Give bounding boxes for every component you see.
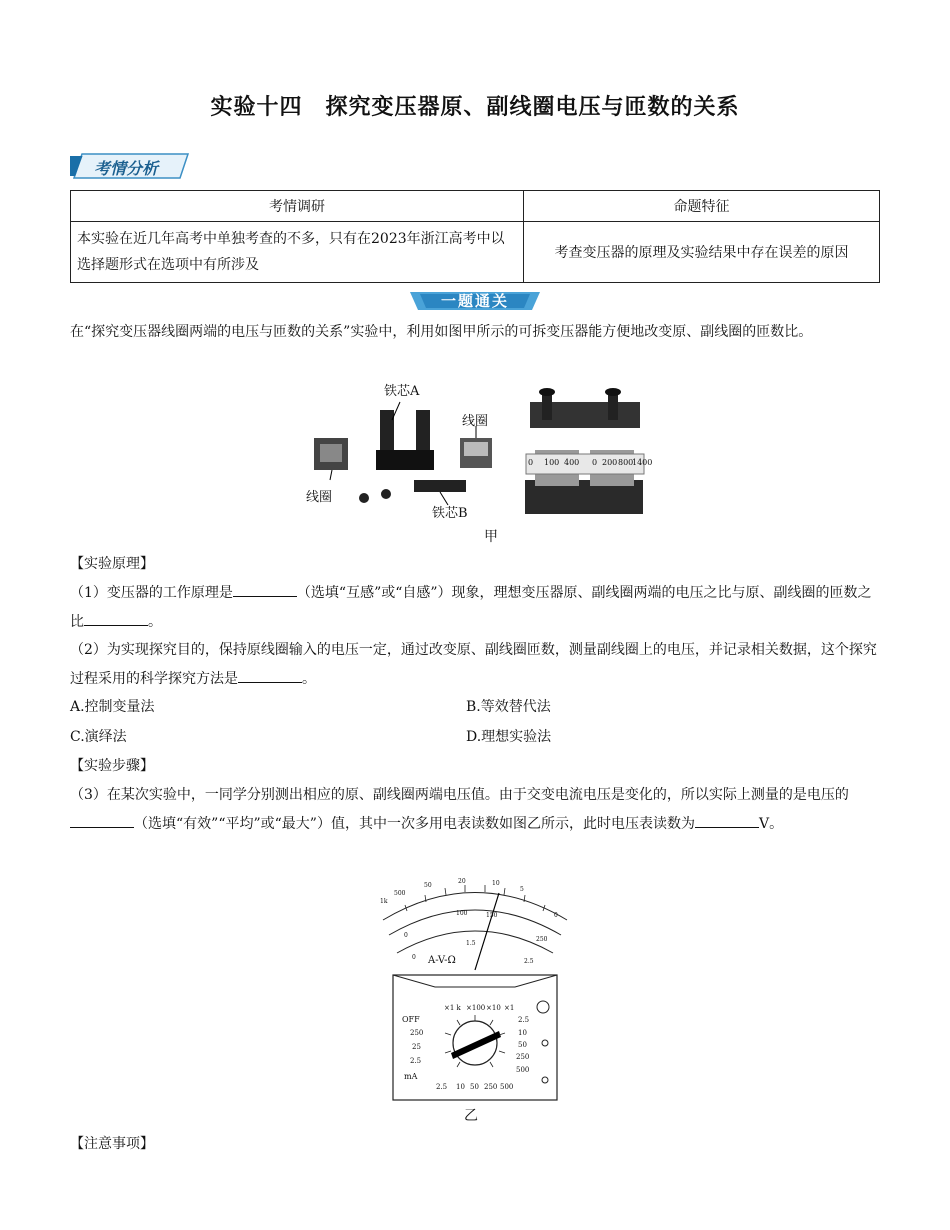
dial-acv-250: 250 (484, 1083, 498, 1091)
figure-multimeter (375, 875, 575, 1105)
dial-ma-label: mA (404, 1072, 418, 1081)
dc-tick-250: 250 (536, 936, 548, 943)
ohm-tick-5: 5 (520, 886, 524, 893)
meter-label: A-V-Ω (428, 955, 456, 966)
ohm-range-x100: ×100 (466, 1004, 486, 1012)
dial-ma-25: 25 (412, 1043, 421, 1051)
exam-analysis-table (70, 190, 880, 283)
page-title: 实验十四 探究变压器原、副线圈电压与匝数的关系 (210, 95, 740, 120)
answer-blank[interactable] (695, 813, 759, 828)
scale-left-0: 0 (528, 458, 534, 467)
scale-right-3: 1400 (632, 458, 653, 467)
dial-v-2.5: 2.5 (518, 1016, 530, 1024)
low-tick-2.5: 2.5 (524, 958, 534, 965)
dc-tick-0: 0 (404, 932, 408, 939)
section-banner-analysis: 考情分析 (94, 159, 159, 178)
scale-right-0: 0 (592, 458, 598, 467)
table-cell: 本实验在近几年高考中单独考查的不多，只有在2023年浙江高考中以选择题形式在选项中有所涉及 (71, 222, 524, 283)
ohm-range-x1: ×1 (504, 1004, 515, 1012)
option-c: C.演绎法 (70, 729, 127, 745)
option-d: D.理想实验法 (466, 729, 552, 745)
label-coil-left: 线圈 (306, 490, 333, 505)
dial-ma-250: 250 (410, 1029, 424, 1037)
scale-right-2: 800 (618, 458, 634, 467)
section-notes: 【注意事项】 (70, 1136, 154, 1152)
low-tick-1.5: 1.5 (466, 940, 476, 947)
label-core-b: 铁芯B (432, 506, 468, 521)
option-a: A.控制变量法 (70, 699, 155, 715)
ohm-tick-20: 20 (458, 878, 466, 885)
ohm-tick-50: 50 (424, 882, 432, 889)
intro-text: 在“探究变压器线圈两端的电压与匝数的关系”实验中，利用如图甲所示的可拆变压器能方便地改变原、副线圈的匝数比。 (70, 324, 813, 340)
ohm-tick-1k: 1k (380, 898, 388, 905)
dc-tick-100: 100 (456, 910, 468, 917)
ohm-tick-500: 500 (394, 890, 406, 897)
ohm-range-x10: ×10 (486, 1004, 501, 1012)
scale-right-1: 200 (602, 458, 618, 467)
question-3: （3）在某次实验中，一同学分别测出相应的原、副线圈两端电压值。由于交变电流电压是变化的，所以实际上测量的是电压的（选填“有效”“平均”或“最大”）值，其中一次多用电表读数如图乙所示，此时电压表读数为 V。 (70, 787, 849, 832)
figure-caption-yi: 乙 (464, 1108, 478, 1124)
question-2: （2）为实现探究目的，保持原线圈输入的电压一定，通过改变原、副线圈匝数，测量副线圈上的电压，并记录相关数据，这个探究过程采用的科学探究方法是 。 (70, 642, 877, 687)
table-row (71, 222, 880, 283)
dial-acv-10: 10 (456, 1083, 465, 1091)
ribbon-title: 一题通关 (440, 292, 509, 310)
dial-acv-2.5: 2.5 (436, 1083, 448, 1091)
figure-caption-jia: 甲 (484, 529, 498, 545)
dial-v-500: 500 (516, 1066, 530, 1074)
answer-blank[interactable] (70, 813, 134, 828)
answer-blank[interactable] (84, 611, 148, 626)
label-coil-top: 线圈 (462, 414, 489, 429)
table-header: 考情调研 (71, 191, 524, 222)
answer-blank[interactable] (233, 582, 297, 597)
dial-acv-500: 500 (500, 1083, 514, 1091)
section-principle: 【实验原理】 (70, 556, 154, 572)
dial-acv-50: 50 (470, 1083, 479, 1091)
section-steps: 【实验步骤】 (70, 758, 154, 774)
ohm-tick-0: 0 (554, 912, 558, 919)
dial-off: OFF (402, 1015, 420, 1024)
question-1: （1）变压器的工作原理是 （选填“互感”或“自感”）现象，理想变压器原、副线圈两端的电压之比与原、副线圈的匝数之比 。 (70, 579, 882, 637)
ohm-range-x1k: ×1 k (444, 1004, 461, 1012)
figure-transformer-photo (300, 380, 653, 520)
dial-v-10: 10 (518, 1029, 527, 1037)
scale-left-2: 400 (564, 458, 580, 467)
dc-tick-150: 150 (486, 912, 498, 919)
answer-blank[interactable] (238, 668, 302, 683)
ohm-scale-arc (383, 893, 567, 921)
low-tick-0: 0 (412, 954, 416, 961)
label-core-a: 铁芯A (384, 384, 420, 399)
core-b-shape (414, 480, 466, 492)
table-cell: 考查变压器的原理及实验结果中存在误差的原因 (524, 222, 880, 283)
table-header-row (71, 191, 880, 222)
scale-left-1: 100 (544, 458, 560, 467)
table-header: 命题特征 (524, 191, 880, 222)
dial-v-250: 250 (516, 1053, 530, 1061)
dial-v-50: 50 (518, 1041, 527, 1049)
dial-ma-2.5: 2.5 (410, 1057, 422, 1065)
ohm-tick-10: 10 (492, 880, 500, 887)
option-b: B.等效替代法 (466, 699, 551, 715)
